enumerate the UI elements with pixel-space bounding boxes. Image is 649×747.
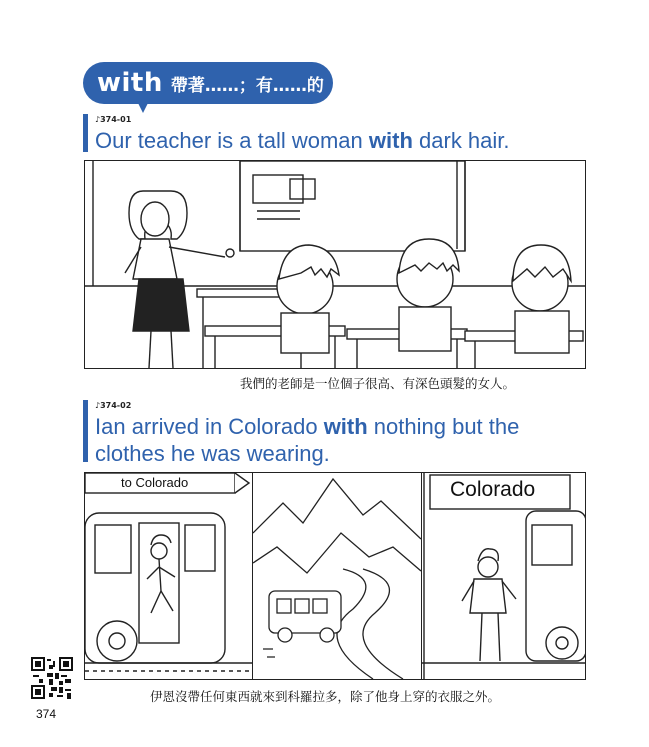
- audio-code: 374-01: [100, 115, 132, 124]
- example-2-bar: [83, 400, 88, 462]
- headword-bubble: [83, 62, 333, 104]
- keyword: with: [368, 128, 413, 153]
- bubble-tail: [136, 99, 150, 113]
- example-1-bar: [83, 114, 88, 152]
- audio-icon: ♪: [95, 115, 101, 124]
- arrival-panel: [421, 472, 586, 680]
- keyword: with: [323, 414, 368, 439]
- example-2-audio[interactable]: [95, 401, 131, 410]
- headword-gloss: 帶著……；有……的: [170, 75, 324, 96]
- qr-code-icon[interactable]: [31, 657, 73, 699]
- audio-icon: ♪: [95, 401, 101, 410]
- page-number: 374: [36, 707, 57, 721]
- example-2-sentence-line-1: Ian arrived in Colorado with nothing but the: [95, 414, 520, 439]
- example-1-audio[interactable]: [95, 115, 131, 124]
- bus-departure-panel: [84, 472, 253, 680]
- mountain-road-panel: [252, 472, 422, 680]
- classroom-illustration: [84, 160, 586, 369]
- audio-code: 374-02: [100, 401, 132, 410]
- station-sign: Colorado: [450, 478, 536, 501]
- bus-sign: to Colorado: [121, 475, 189, 490]
- example-1-sentence: Our teacher is a tall woman with dark hair.: [95, 128, 510, 153]
- example-1-translation: 我們的老師是一位個子很高、有深色頭髮的女人。: [240, 376, 516, 391]
- headword: with: [97, 68, 163, 98]
- example-2-translation: 伊恩沒帶任何東西就來到科羅拉多，除了他身上穿的衣服之外。: [150, 689, 501, 704]
- example-2-sentence-line-2: clothes he was wearing.: [95, 441, 330, 466]
